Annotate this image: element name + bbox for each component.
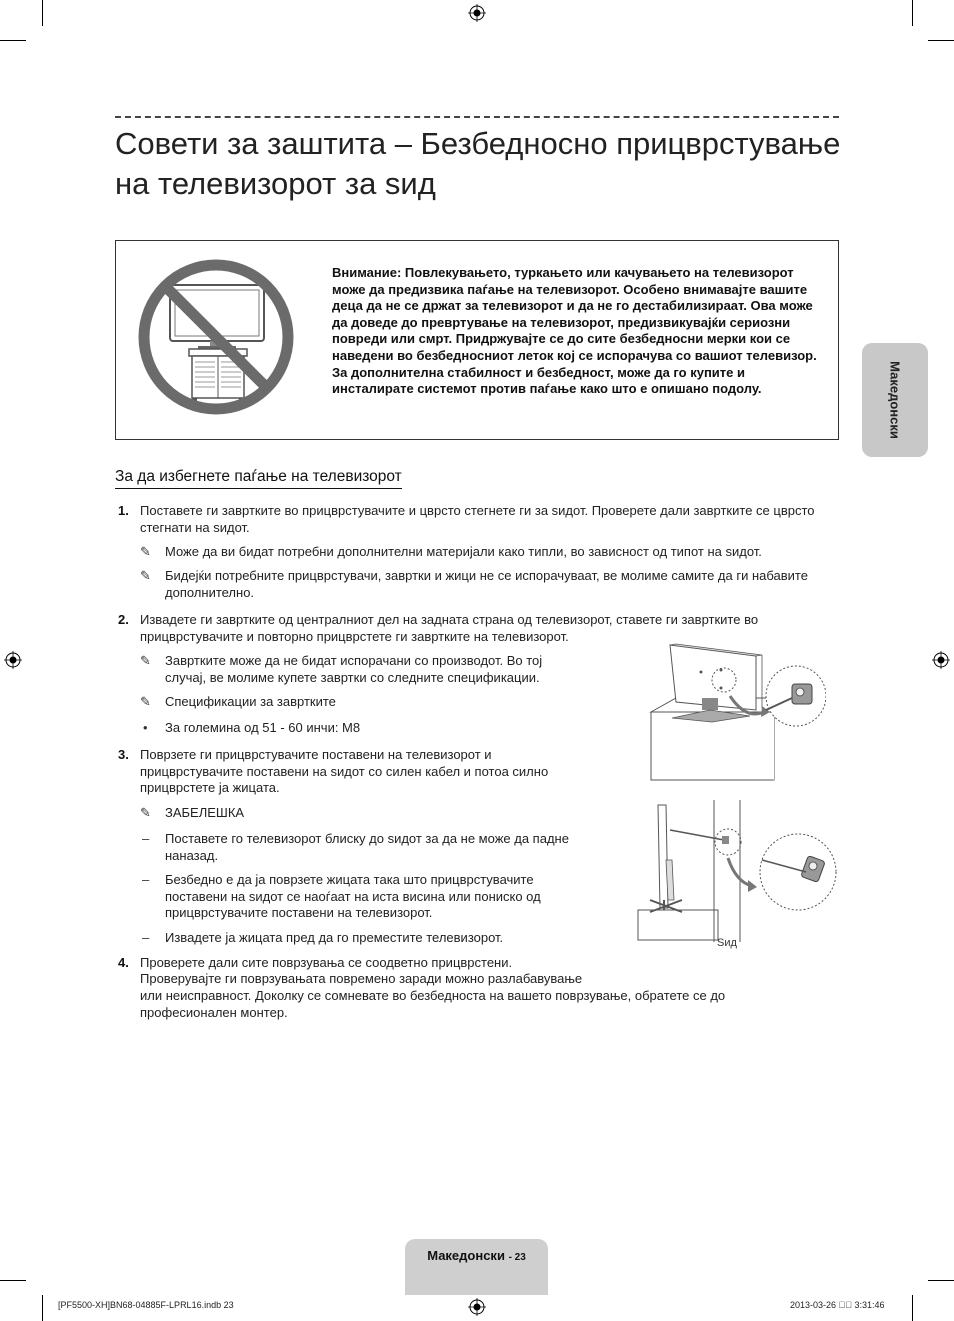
warning-box: [115, 240, 839, 440]
footer-page-tab: [405, 1239, 548, 1295]
wall-tie-illustration: [636, 800, 841, 942]
note-pencil-icon: ✎: [140, 653, 151, 668]
title-rule: [115, 116, 839, 118]
step-text: Проверувајте ги поврзувањата повремено заради можно разлабавување: [140, 971, 583, 986]
note-pencil-icon: ✎: [140, 568, 151, 583]
step-number: 1.: [118, 503, 129, 518]
note-text: Спецификации за завртките: [165, 694, 336, 709]
note-pencil-icon: ✎: [140, 544, 151, 559]
note-text: Може да ви бидат потребни дополнителни материјали како типли, во зависност од типот на ѕидот.: [165, 544, 762, 559]
step-text: Поврзете ги прицврстувачите поставени на телевизорот и прицврстувачите поставени на ѕидот со силен кабел и потоа силно прицврстете ја жицата.: [140, 747, 549, 796]
registration-mark-icon: [468, 1298, 486, 1316]
note-pencil-icon: ✎: [140, 694, 151, 709]
crop-mark: [0, 40, 26, 41]
footer-language: Македонски: [427, 1248, 505, 1263]
dash-text: Извадете ја жицата пред да го преместите телевизорот.: [165, 930, 504, 945]
registration-mark-icon: [932, 651, 950, 669]
dash-icon: –: [142, 831, 150, 846]
step-text: Поставете ги завртките во прицврстувачите и цврсто стегнете ги за ѕидот. Проверете дали завртките се цврсто стегнати на ѕидот.: [140, 503, 815, 535]
section-heading: За да избегнете паѓање на телевизорот: [115, 468, 402, 489]
print-date-info: 2013-03-26 ￿￿ 3:31:46: [790, 1300, 885, 1310]
registration-mark-icon: [468, 4, 486, 22]
no-climbing-tv-icon: [134, 255, 298, 419]
page-title: Совети за заштита – Безбедносно прицврстување на телевизорот за ѕид: [115, 126, 841, 201]
bullet-text: За големина од 51 - 60 инчи: M8: [165, 720, 361, 735]
dash-text: Поставете го телевизорот блиску до ѕидот за да не може да падне наназад.: [165, 831, 569, 863]
crop-mark: [912, 0, 913, 26]
page-number: - 23: [508, 1252, 526, 1263]
registration-mark-icon: [4, 651, 22, 669]
print-file-info: [PF5500-XH]BN68-04885F-LPRL16.indb 23: [58, 1300, 234, 1310]
step-text: Извадете ги завртките од централниот дел на задната страна од телевизорот, ставете ги завртките во прицврстувачите и повторно прицврстете ги завртките на телевизорот.: [140, 612, 759, 644]
crop-mark: [42, 0, 43, 26]
step-number: 4.: [118, 955, 129, 970]
note-pencil-icon: ✎: [140, 805, 151, 820]
crop-mark: [0, 1280, 26, 1281]
dash-icon: –: [142, 930, 150, 945]
tv-bracket-illustration: [646, 640, 826, 785]
crop-mark: [928, 40, 954, 41]
note-text: Завртките може да не бидат испорачани со производот. Во тој случај, ве молиме купете завртки со следните спецификации.: [165, 653, 543, 685]
crop-mark: [912, 1295, 913, 1321]
footer-label: [405, 1248, 548, 1263]
crop-mark: [928, 1280, 954, 1281]
side-tab-label: Македонски: [887, 361, 903, 439]
step-number: 2.: [118, 612, 129, 627]
note-label: ЗАБЕЛЕШКА: [165, 805, 245, 820]
dash-text: Безбедно е да ја поврзете жицата така што прицврстувачите поставени на ѕидот се наоѓаат на иста висина или пониско од прицврстувачите поставени на телевизорот.: [165, 872, 541, 921]
dash-icon: –: [142, 872, 150, 887]
bullet-icon: •: [143, 720, 148, 735]
note-text: Бидејќи потребните прицврстувачи, завртки и жици не се испорачуваат, ве молиме самите да ги набавите дополнително.: [165, 568, 808, 600]
warning-text: Внимание: Повлекувањето, туркањето или качувањето на телевизорот може да предизвика паѓање на телевизорот. Особено внимавајте вашите деца да не се држат за телевизорот и да не го дестабилизираат. Ова може да доведе до превртување на телевизорот, предизвикувајќи сериозни повреди или смрт. Придржувајте се до сите безбедносни мерки кои се наведени во безбедносниот леток кој се испорачува со вашиот телевизор. За дополнителна стабилност и безбедност, може да го купите и инсталирате системот против паѓање како што е опишано подолу.: [332, 265, 817, 397]
crop-mark: [42, 1295, 43, 1321]
step-number: 3.: [118, 747, 129, 762]
step-text: или неисправност. Доколку се сомневате во безбедноста на вашето поврзување, обратете се до професионален монтер.: [140, 988, 726, 1020]
wall-caption: Ѕид: [717, 937, 737, 949]
language-side-tab: [862, 343, 928, 457]
step-text: Проверете дали сите поврзувања се соодветно прицврстени.: [140, 955, 513, 970]
